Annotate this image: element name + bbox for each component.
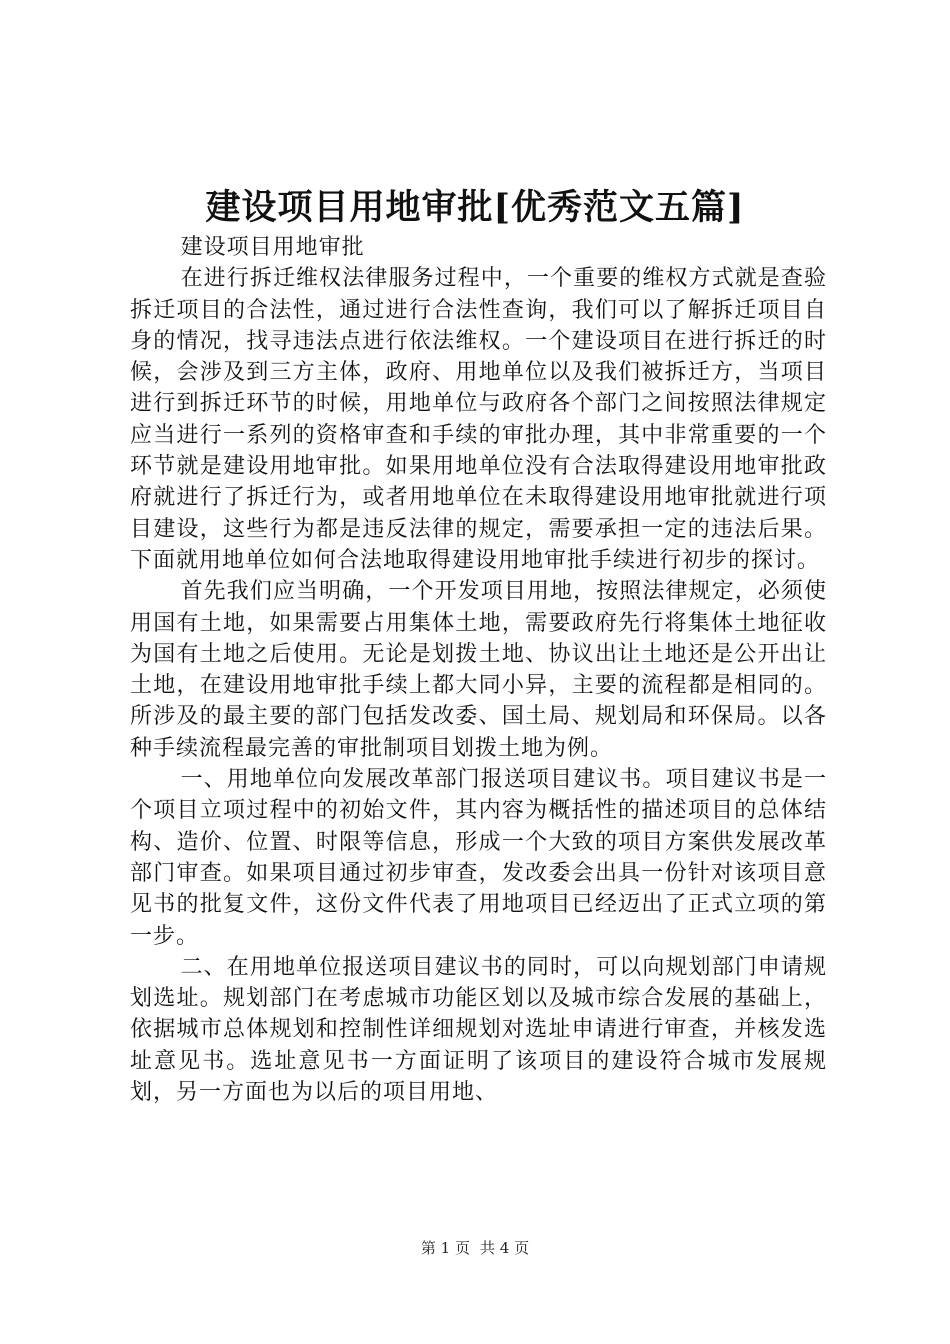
- page-footer: [0, 1238, 950, 1258]
- body-paragraph: 在进行拆迁维权法律服务过程中，一个重要的维权方式就是查验拆迁项目的合法性，通过进行合法性查询，我们可以了解拆迁项目自身的情况，找寻违法点进行依法维权。一个建设项目在进行拆迁的时候，会涉及到三方主体，政府、用地单位以及我们被拆迁方，当项目进行到拆迁环节的时候，用地单位与政府各个部门之间按照法律规定应当进行一系列的资格审查和手续的审批办理，其中非常重要的一个环节就是建设用地审批。如果用地单位没有合法取得建设用地审批政府就进行了拆迁行为，或者用地单位在未取得建设用地审批就进行项目建设，这些行为都是违反法律的规定，需要承担一定的违法后果。下面就用地单位如何合法地取得建设用地审批手续进行初步的探讨。: [130, 266, 827, 573]
- page-number: 第 1 页: [420, 1239, 470, 1257]
- page-total: 共 4 页: [480, 1239, 530, 1257]
- document-body: [130, 232, 827, 1108]
- document-title: 建设项目用地审批[优秀范文五篇]: [205, 187, 745, 228]
- body-paragraph: 二、在用地单位报送项目建议书的同时，可以向规划部门申请规划选址。规划部门在考虑城市功能区划以及城市综合发展的基础上，依据城市总体规划和控制性详细规划对选址申请进行审查，并核发选址意见书。选址意见书一方面证明了该项目的建设符合城市发展规划，另一方面也为以后的项目用地、: [130, 954, 827, 1106]
- body-paragraph: 一、用地单位向发展改革部门报送项目建议书。项目建议书是一个项目立项过程中的初始文件，其内容为概括性的描述项目的总体结构、造价、位置、时限等信息，形成一个大致的项目方案供发展改革部门审查。如果项目通过初步审查，发改委会出具一份针对该项目意见书的批复文件，这份文件代表了用地项目已经迈出了正式立项的第一步。: [130, 767, 827, 949]
- subtitle-paragraph: 建设项目用地审批: [180, 235, 365, 260]
- body-paragraph: 首先我们应当明确，一个开发项目用地，按照法律规定，必须使用国有土地，如果需要占用集体土地，需要政府先行将集体土地征收为国有土地之后使用。无论是划拨土地、协议出让土地还是公开出让土地，在建设用地审批手续上都大同小异，主要的流程都是相同的。所涉及的最主要的部门包括发改委、国土局、规划局和环保局。以各种手续流程最完善的审批制项目划拨土地为例。: [130, 579, 827, 761]
